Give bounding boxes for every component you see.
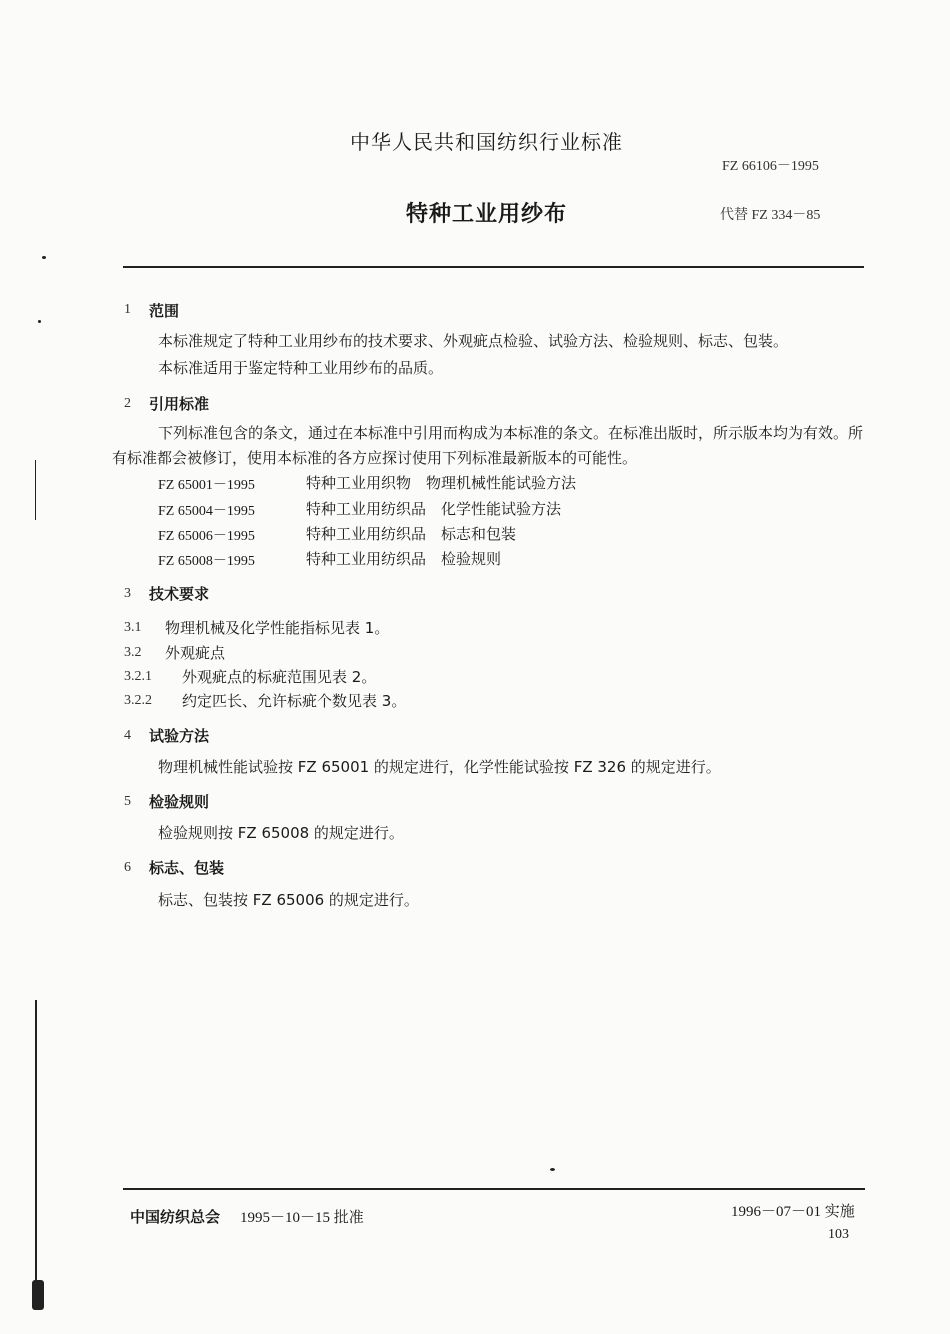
section-2-para-1: 下列标准包含的条文，通过在本标准中引用而构成为本标准的条文。在标准出版时，所示版本均为有效。所有标准都会被修订，使用本标准的各方应探讨使用下列标准最新版本的可能性。	[112, 424, 864, 467]
replaces-standard: 代替 FZ 334－85	[720, 208, 821, 223]
scan-speck	[42, 256, 46, 259]
reference-title: 特种工业用纺织品 标志和包装	[306, 525, 517, 543]
section-3-title: 技术要求	[149, 585, 210, 603]
scan-speck	[32, 1280, 44, 1310]
section-4-number: 4	[124, 728, 131, 743]
section-6-number: 6	[124, 860, 131, 875]
page-number: 103	[828, 1227, 849, 1242]
clause-text: 外观疵点的标疵范围见表 2。	[182, 668, 377, 686]
scan-margin-mark	[35, 460, 36, 520]
reference-code: FZ 65004－1995	[158, 504, 255, 519]
issuing-body-title: 中华人民共和国纺织行业标准	[350, 130, 623, 154]
footer-divider	[123, 1188, 865, 1190]
reference-title: 特种工业用织物 物理机械性能试验方法	[306, 474, 577, 492]
section-1-number: 1	[124, 302, 131, 317]
section-6-para-1: 标志、包装按 FZ 65006 的规定进行。	[158, 891, 419, 909]
scan-speck	[38, 320, 41, 323]
reference-title: 特种工业用纺织品 化学性能试验方法	[306, 500, 562, 518]
scan-speck	[550, 1168, 555, 1171]
standard-number: FZ 66106－1995	[722, 159, 819, 174]
section-5-para-1: 检验规则按 FZ 65008 的规定进行。	[158, 824, 404, 842]
header-divider	[123, 266, 864, 268]
clause-text: 物理机械及化学性能指标见表 1。	[165, 619, 390, 637]
clause-number: 3.2	[124, 645, 142, 660]
reference-code: FZ 65006－1995	[158, 529, 255, 544]
section-1-para-2: 本标准适用于鉴定特种工业用纱布的品质。	[158, 359, 444, 377]
implementation-date: 1996－07－01 实施	[731, 1204, 855, 1220]
document-title: 特种工业用纱布	[406, 202, 568, 227]
section-2-number: 2	[124, 396, 131, 411]
clause-number: 3.2.2	[124, 693, 152, 708]
section-5-title: 检验规则	[149, 793, 210, 811]
clause-text: 外观疵点	[165, 644, 226, 662]
section-1-para-1: 本标准规定了特种工业用纱布的技术要求、外观疵点检验、试验方法、检验规则、标志、包装。	[158, 332, 789, 350]
section-5-number: 5	[124, 794, 131, 809]
reference-title: 特种工业用纺织品 检验规则	[306, 550, 502, 568]
clause-number: 3.1	[124, 620, 142, 635]
section-3-number: 3	[124, 586, 131, 601]
approval-date: 1995－10－15 批准	[240, 1210, 364, 1226]
footer-issuing-org: 中国纺织总会	[130, 1208, 221, 1226]
clause-number: 3.2.1	[124, 669, 152, 684]
section-6-title: 标志、包装	[149, 859, 225, 877]
reference-code: FZ 65008－1995	[158, 554, 255, 569]
section-4-para-1: 物理机械性能试验按 FZ 65001 的规定进行，化学性能试验按 FZ 326 的规定进行。	[158, 758, 721, 776]
clause-text: 约定匹长、允许标疵个数见表 3。	[182, 692, 407, 710]
section-1-title: 范围	[149, 302, 180, 320]
scan-margin-mark	[35, 1000, 37, 1300]
section-2-title: 引用标准	[149, 395, 210, 413]
section-4-title: 试验方法	[149, 727, 210, 745]
reference-code: FZ 65001－1995	[158, 478, 255, 493]
